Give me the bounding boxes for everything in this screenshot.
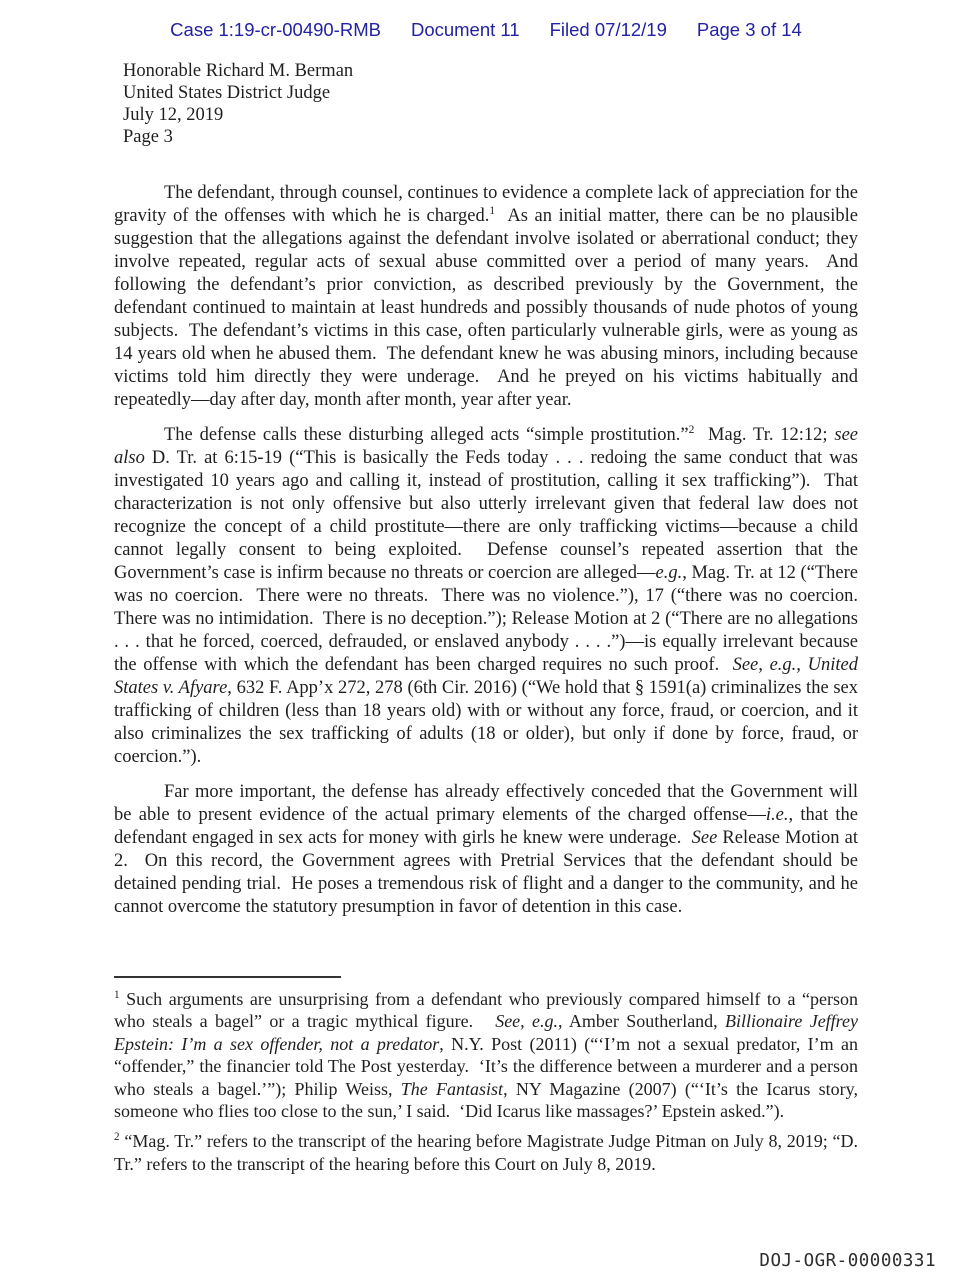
body-paragraph-1: The defendant, through counsel, continues to evidence a complete lack of appreciation for the gravity of the offenses with which he is charged.$^1$ As an initial matter, there can be no plausible suggestion that the allegations against the defendant involve isolated or aberrational conduct; they involve repeated, regular acts of sexual abuse committed over a period of many years. And following the defendant’s prior conviction, as described previously by the Government, the defendant continued to maintain at least hundreds and possibly thousands of nude photos of young subjects. The defendant’s victims in this case, often particularly vulnerable girls, were as young as 14 years old when he abused them. The defendant knew he was abusing minors, including because victims told him directly they were underage. And he preyed on his victims habitually and repeatedly—day after day, month after month, year after year. (114, 183, 863, 410)
footnotes-section (114, 988, 863, 1183)
footnote-separator (114, 976, 341, 978)
stamp-filed-date: Filed 07/12/19 (549, 19, 667, 40)
stamp-case-number: Case 1:19-cr-00490-RMB (170, 19, 381, 40)
recipient-name-line: Honorable Richard M. Berman (123, 61, 354, 81)
footnote-2: $^2$ “Mag. Tr.” refers to the transcript of the hearing before Magistrate Judge Pitman on July 8, 2019; “D. Tr.” refers to the transcript of the hearing before this Court on July 8, 2019. (114, 1131, 863, 1174)
ecf-header-stamp (0, 19, 972, 41)
stamp-document-number: Document 11 (410, 19, 520, 40)
stamp-page-indicator: Page 3 of 14 (696, 19, 802, 40)
letter-date-line: July 12, 2019 (123, 105, 224, 125)
bates-number: DOJ-OGR-00000331 (759, 1251, 936, 1271)
body-paragraph-2: The defense calls these disturbing alleged acts “simple prostitution.”$^2$ Mag. Tr. 12:12; see also D. Tr. at 6:15-19 (“This is basically the Feds today . . . redoing the same conduct that was investigated 10 years ago and calling it, instead of prostitution, calling it sex trafficking”). That characterization is not only offensive but also utterly irrelevant given that federal law does not recognize the concept of a child prostitute—there are only trafficking victims—because a child cannot legally consent to being exploited. Defense counsel’s repeated assertion that the Government’s case is infirm because no threats or coercion are alleged—e.g., Mag. Tr. at 12 (“There was no coercion. There were no threats. There was no violence.”), 17 (“there was no coercion. There was no intimidation. There is no deception.”); Release Motion at 2 (“There are no allegations . . . that he forced, coerced, defrauded, or enslaved anybody . . . .”)—is equally irrelevant because the offense with which the defendant has been charged requires no such proof. See, e.g., United States v. Afyare, 632 F. App’x 272, 278 (6th Cir. 2016) (“We hold that § 1591(a) criminalizes the sex trafficking of children (less than 18 years old) with or without any force, fraud, or coercion, and it also criminalizes the sex trafficking of adults (18 or older), but only if done by force, fraud, or coercion.”). (114, 423, 868, 767)
recipient-block (123, 60, 353, 148)
footnote-1: $^1$ Such arguments are unsurprising from a defendant who previously compared himself to a “person who steals a bagel” or a tragic mythical figure. See, e.g., Amber Southerland, Billionaire Jeffrey Epstein: I’m a sex offender, not a predator, N.Y. Post (2011) (“‘I’m not a sexual predator, I’m an “offender,” the financier told The Post yesterday. ‘It’s the difference between a murderer and a person who steals a bagel.’”); Philip Weiss, The Fantasist, NY Magazine (2007) (“‘It’s the Icarus story, someone who flies too close to the sun,’ I said. ‘Did Icarus like massages?’ Epstein asked.”). (114, 989, 863, 1122)
body-paragraph-3: Far more important, the defense has already effectively conceded that the Government will be able to present evidence of the actual primary elements of the charged offense—i.e., that the defendant engaged in sex acts for money with girls he knew were underage. See Release Motion at 2. On this record, the Government agrees with Pretrial Services that the defendant should be detained pending trial. He poses a tremendous risk of flight and a danger to the community, and he cannot overcome the statutory presumption in favor of detention in this case. (114, 782, 863, 917)
recipient-title-line: United States District Judge (123, 83, 331, 103)
letter-page-line: Page 3 (123, 127, 173, 147)
document-body (114, 182, 868, 931)
